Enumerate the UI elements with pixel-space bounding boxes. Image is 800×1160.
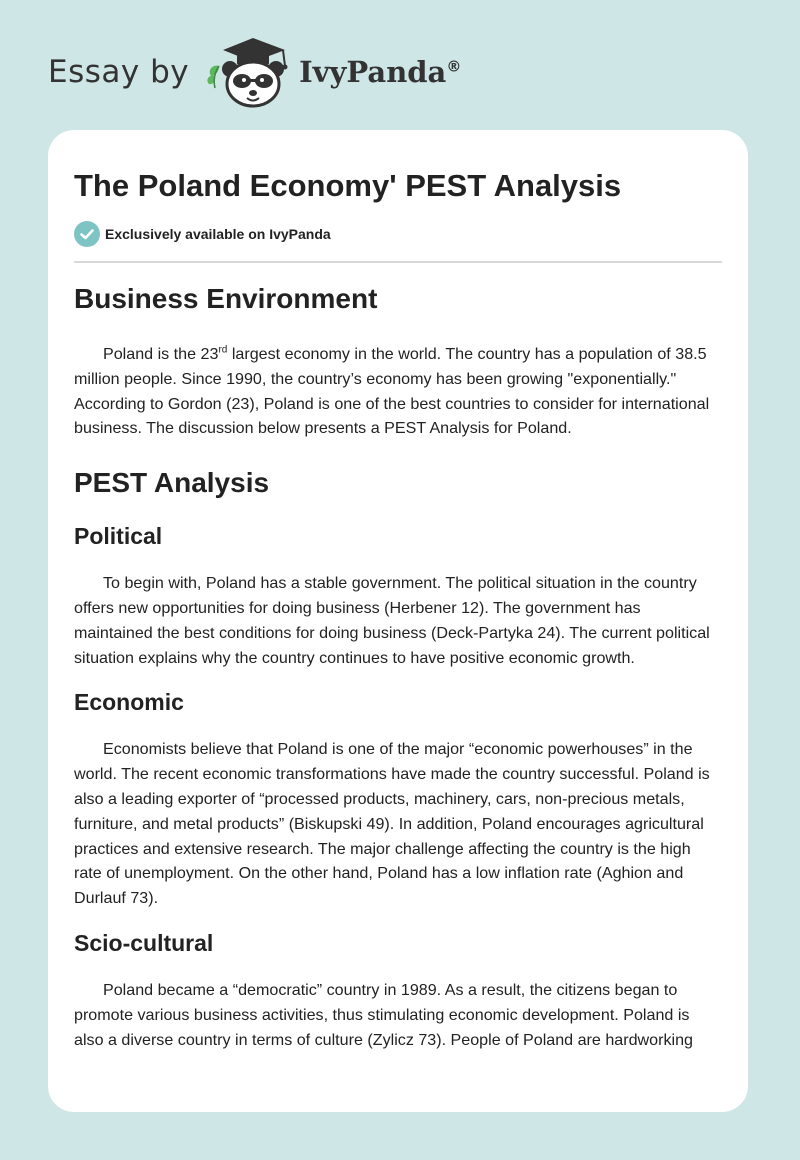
brand-header[interactable] <box>48 36 461 108</box>
panda-logo-icon <box>203 36 295 108</box>
paragraph-sociocultural: Poland became a “democratic” country in 1989. As a result, the citizens began to promote various business activities, thus stimulating economic development. Poland is also a diverse country in terms of culture (Zylicz 73). People of Poland are hardworking <box>74 980 694 1049</box>
exclusive-label: Exclusively available on IvyPanda <box>105 226 331 242</box>
paragraph-business: Poland is the 23rd largest economy in the world. The country has a population of 38.5 million people. Since 1990, the country’s economy has been growing "exponentially." According to Gordon (23), Poland is one of the best countries to consider for international business. The discussion below presents a PEST Analysis for Poland. <box>74 344 710 438</box>
heading-sociocultural: Scio-cultural <box>74 929 214 956</box>
title-divider <box>74 261 722 263</box>
brand-name: IvyPanda® <box>299 55 462 89</box>
exclusive-badge <box>74 221 331 247</box>
check-circle-icon <box>74 221 100 247</box>
paragraph-political: To begin with, Poland has a stable government. The political situation in the country offers new opportunities for doing business (Herbener 12). The government has maintained the best conditions for doing business (Deck-Partyka 24). The current political situation explains why the country continues to have positive economic growth. <box>74 574 710 667</box>
heading-political: Political <box>74 523 163 550</box>
heading-pest-analysis: PEST Analysis <box>74 467 270 499</box>
brand-prefix: Essay by <box>48 54 190 90</box>
page-title: The Poland Economy' PEST Analysis <box>74 168 622 203</box>
heading-economic: Economic <box>74 689 184 716</box>
heading-business-environment: Business Environment <box>74 283 378 314</box>
paragraph-economic: Economists believe that Poland is one of the major “economic powerhouses” in the world. The recent economic transformations have made the country successful. Poland is also a leading exporter of “processed products, machinery, cars, non-precious metals, furniture, and metal products” (Biskupski 49). In addition, Poland encourages agricultural practices and extensive research. The major challenge affecting the country is the high rate of unemployment. On the other hand, Poland has a low inflation rate (Aghion and Durlauf 73). <box>74 740 710 908</box>
essay-card <box>48 130 748 1112</box>
essay-body <box>74 283 722 1052</box>
